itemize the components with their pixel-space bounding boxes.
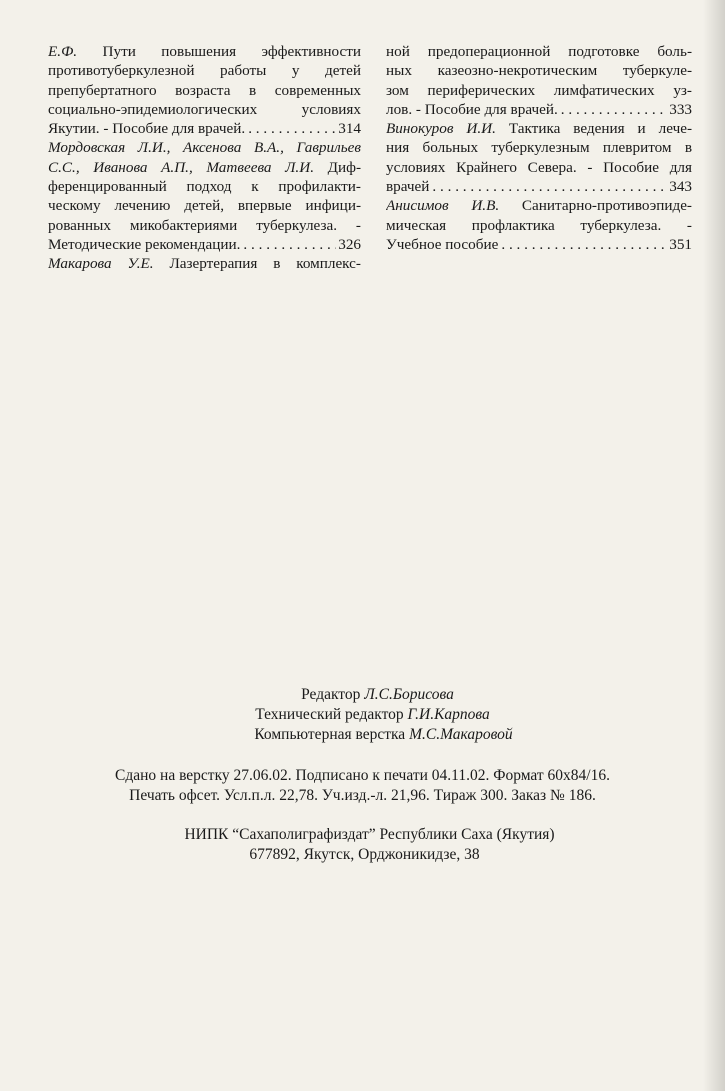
leader-dots (245, 119, 336, 138)
toc-author: Винокуров И.И. (386, 120, 496, 138)
toc-line: Макарова У.Е. Лазертерапия в комплекс- (48, 255, 361, 273)
toc-entry (48, 254, 361, 273)
toc-line: рованных микобактериями туберкулеза. - (48, 216, 361, 234)
toc-line: Е.Ф. Пути повышения эффективности (48, 43, 361, 60)
toc-leader-line: лов. - Пособие для врачей. . . . 333 (386, 100, 692, 119)
toc-leader-line: Методические рекомендации. . . . 326 (48, 235, 361, 254)
toc-line: противотуберкулезной работы у детей (48, 62, 361, 80)
editor-name: Л.С.Борисова (364, 686, 454, 703)
toc-line: Анисимов И.В. Санитарно-противоэпиде- (386, 197, 692, 215)
tech-editor-line: Технический редактор Г.И.Карпова (255, 706, 490, 723)
toc-line: ния больных туберкулезным плевритом в (386, 139, 692, 157)
credits-block (0, 685, 725, 745)
leader-dots (429, 177, 667, 196)
toc-line: условиях Крайнего Севера. - Пособие для (386, 158, 692, 176)
print-info-line: Сдано на верстку 27.06.02. Подписано к печати 04.11.02. Формат 60x84/16. (115, 767, 610, 784)
toc-line: ференцированный подход к профилакти- (48, 178, 361, 196)
toc-entry (48, 138, 361, 254)
toc-left-column (48, 42, 361, 274)
toc-entry (386, 42, 692, 119)
toc-right-column (386, 42, 692, 254)
toc-author: Макарова У.Е. (48, 255, 154, 273)
toc-line: Винокуров И.И. Тактика ведения и лече- (386, 120, 692, 138)
leader-dots (558, 100, 667, 119)
leader-dots (498, 235, 667, 254)
toc-author: Мордовская Л.И., Аксенова В.А., Гаврильев (48, 139, 361, 157)
toc-entry (48, 42, 361, 138)
toc-entry (386, 119, 692, 196)
editor-line: Редактор Л.С.Борисова (301, 686, 454, 703)
toc-author: Е.Ф. (48, 43, 78, 60)
toc-page-number: 333 (669, 100, 692, 118)
toc-page-number: 326 (338, 235, 361, 253)
toc-page-number: 351 (669, 235, 692, 253)
toc-entry (386, 196, 692, 254)
tech-editor-name: Г.И.Карпова (407, 706, 490, 723)
leader-dots (240, 235, 336, 254)
toc-page-number: 343 (669, 178, 692, 196)
page-edge-shadow (703, 0, 725, 1091)
layout-line: Компьютерная верстка М.С.Макаровой (254, 726, 513, 743)
toc-line: препубертатного возраста в современных (48, 81, 361, 99)
toc-line: мическая профлактика туберкулеза. - (386, 216, 692, 234)
print-info-line: Печать офсет. Усл.п.л. 22,78. Уч.изд.-л. 21,96. Тираж 300. Заказ № 186. (129, 787, 596, 804)
print-info-block (0, 766, 725, 806)
toc-line: ных казеозно-некротическим туберкуле- (386, 62, 692, 80)
toc-page-number: 314 (338, 120, 361, 138)
publisher-name: НИПК “Сахаполиграфиздат” Республики Саха (Якутия) (184, 826, 555, 843)
toc-leader-line: врачей . . . 343 (386, 177, 692, 196)
toc-leader-line: Якутии. - Пособие для врачей. . . . 314 (48, 119, 361, 138)
toc-line: зом периферических лимфатических уз- (386, 81, 692, 99)
toc-author: С.С., Иванова А.П., Матвеева Л.И. (48, 158, 314, 176)
publisher-block (0, 825, 725, 865)
layout-name: М.С.Макаровой (409, 726, 513, 743)
toc-line: социально-эпидемиологических условиях (48, 100, 361, 118)
toc-line: С.С., Иванова А.П., Матвеева Л.И. Диф- (48, 158, 361, 176)
toc-author: Анисимов И.В. (386, 197, 500, 215)
toc-leader-line: Учебное пособие . . . 351 (386, 235, 692, 254)
toc-line: ческому лечению детей, впервые инфици- (48, 197, 361, 215)
publisher-address: 677892, Якутск, Орджоникидзе, 38 (249, 846, 480, 863)
toc-line: ной предоперационной подготовке боль- (386, 43, 692, 60)
